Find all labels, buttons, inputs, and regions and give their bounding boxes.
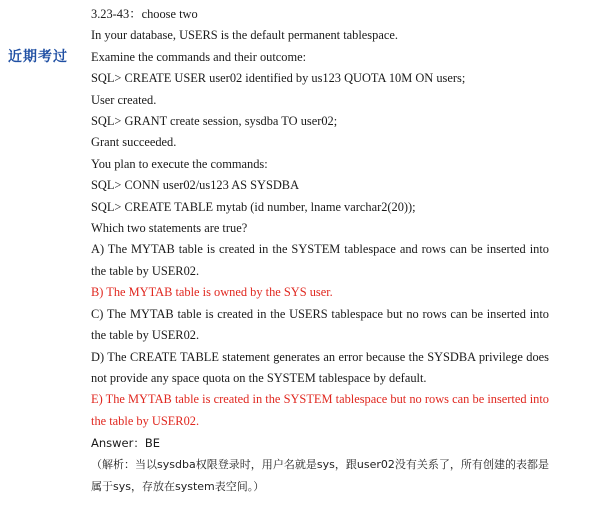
question-header: 3.23-43：choose two	[91, 7, 198, 21]
answer-line: Answer：BE	[91, 436, 161, 451]
option-e: E) The MYTAB table is created in the SYSTEM tablespace but no rows can be inserted into the table by USER02.	[91, 392, 549, 428]
explanation: （解析：当以sysdba权限登录时，用户名就是sys，跟user02没有关系了，所有创建的表都是属于sys，存放在system表空间。）	[91, 458, 549, 494]
option-b: B) The MYTAB table is owned by the SYS user.	[91, 285, 333, 300]
option-a: A) The MYTAB table is created in the SYSTEM tablespace and rows can be inserted into the table by USER02.	[91, 242, 549, 278]
option-c: C) The MYTAB table is created in the USERS tablespace but no rows can be inserted into the table by USER02.	[91, 306, 549, 343]
intro-line: Examine the commands and their outcome:	[91, 49, 307, 64]
sql-line: SQL> CREATE TABLE mytab (id number, lname varchar2(20));	[91, 199, 416, 214]
option-d: D) The CREATE TABLE statement generates an error because the SYSDBA privilege does not provide any space quota on the SYSTEM tablespace by default.	[91, 349, 549, 385]
sql-line: SQL> CONN user02/us123 AS SYSDBA	[91, 178, 300, 193]
intro-line: In your database, USERS is the default permanent tablespace.	[91, 28, 398, 43]
sql-line: SQL> GRANT create session, sysdba TO user02;	[91, 114, 338, 129]
sql-output-line: User created.	[91, 92, 157, 107]
recent-exam-label: 近期考过	[8, 49, 68, 65]
sql-output-line: Grant succeeded.	[91, 135, 177, 150]
question-prompt: Which two statements are true?	[91, 221, 248, 236]
question-block	[91, 0, 549, 498]
intro-line: You plan to execute the commands:	[91, 156, 268, 171]
sql-line: SQL> CREATE USER user02 identified by us123 QUOTA 10M ON users;	[91, 71, 466, 86]
